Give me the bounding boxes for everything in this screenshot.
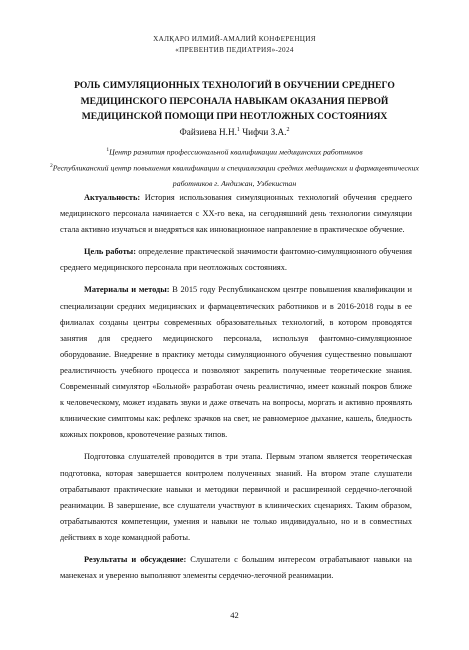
conference-header-line2: «ПРЕВЕНТИВ ПЕДИАТРИЯ»-2024 <box>175 46 294 54</box>
actuality-paragraph <box>60 190 412 238</box>
author-2: Чифчи З.А. <box>239 127 287 138</box>
author-1: Файзиева Н.Н. <box>179 127 237 138</box>
affiliation-1-mark: 1 <box>106 147 110 153</box>
article-body <box>60 190 412 584</box>
author-1-affiliation-mark: 1 <box>236 127 240 133</box>
results-label: Результаты и обсуждение: <box>84 554 187 564</box>
methods-paragraph <box>60 282 412 443</box>
results-paragraph <box>60 552 412 584</box>
page-number: 42 <box>230 610 239 620</box>
methods-label: Материалы и методы: <box>84 285 170 295</box>
methods-text: В 2015 году Республиканском центре повышения квалификации и специализации средних медицинских и фармацевтических работников и в 2016-2018 годы в ее филиалах созданы центры современных образовательных технологий, в котором проводятся занятия для среднего медицинского персонала, используя фантомно-симуляционное оборудование. Внедрение в практику методы симуляционного обучения существенно повышают реалистичность учебного процесса и позволяют закрепить полученные теоретические знания. Современный симулятор «Больной» разработан очень реалистично, имеет кожный покров ближе к человеческому, может издавать звуки и даже отвечать на вопросы, моргать и активно проявлять клинические симптомы как: рефлекс зрачков на свет, не равномерное дыхание, кашель, бледность кожных покровов, кровотечение разных типов. <box>60 285 412 440</box>
goal-label: Цель работы: <box>84 247 136 257</box>
goal-text: определение практической значимости фантомно-симуляционного обучения среднего медицинского персонала при неотложных состояниях. <box>60 247 412 273</box>
goal-paragraph <box>60 244 412 276</box>
paper-title: РОЛЬ СИМУЛЯЦИОННЫХ ТЕХНОЛОГИЙ В ОБУЧЕНИИ СРЕДНЕГО МЕДИЦИНСКОГО ПЕРСОНАЛА НАВЫКАМ ОКАЗАНИЯ ПЕРВОЙ МЕДИЦИНСКОЙ ПОМОЩИ ПРИ НЕОТЛОЖНЫХ СОСТОЯНИЯХ <box>74 80 395 122</box>
affiliation-2 <box>50 159 419 192</box>
affiliation-2-mark: 2 <box>50 163 53 169</box>
affiliation-1 <box>50 143 419 160</box>
affiliation-2-text: Республиканский центр повышения квалификации и специализации средних медицинских и фармацевтических работников г. Андижан, Узбекистан <box>52 163 419 189</box>
affiliation-1-text: Центр развития профессиональной квалификации медицинских работников <box>109 147 363 157</box>
training-paragraph: Подготовка слушателей проводится в три этапа. Первым этапом является теоретическая подготовка, которая завершается контролем полученных знаний. На втором этапе слушатели отрабатывают практические навыки и методики первичной и расширенной сердечно-легочной реанимации. В завершение, все слушатели участвуют в клинических сценариях. Таким образом, отрабатываются компетенции, умения и навыки не только индивидуально, но и в совместных действиях в ходе командной работы. <box>60 452 412 542</box>
author-line <box>0 127 469 137</box>
actuality-text: История использования симуляционных технологий обучения среднего медицинского персонала начинается с XX-го века, на сегодняшний день технологии симуляции стала активно изучаться и внедряться как инновационное направление в практическое обучение. <box>60 193 412 235</box>
actuality-label: Актуальность: <box>84 193 141 202</box>
author-2-affiliation-mark: 2 <box>286 127 290 133</box>
conference-header-line1: ХАЛҚАРО ИЛМИЙ-АМАЛИЙ КОНФЕРЕНЦИЯ <box>153 35 316 43</box>
results-text: Слушатели с большим интересом отрабатывают навыки на манекенах и уверенно выполняют элементы сердечно-легочной реанимации. <box>60 554 412 581</box>
